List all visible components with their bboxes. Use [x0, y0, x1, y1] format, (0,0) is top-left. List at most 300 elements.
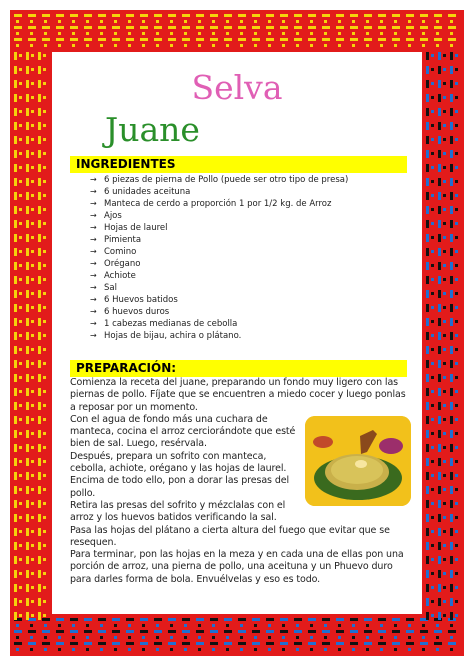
border-motif [43, 600, 46, 603]
border-motif [455, 376, 458, 379]
border-motif [26, 304, 29, 312]
border-motif [184, 44, 187, 47]
border-motif [16, 32, 19, 35]
arrow-right-icon: → [90, 283, 97, 292]
preparation-heading: PREPARACIÓN: [70, 360, 407, 377]
border-motif [438, 150, 441, 158]
border-motif [212, 32, 215, 35]
border-motif [282, 648, 285, 651]
border-motif [14, 122, 17, 130]
border-motif [19, 124, 22, 127]
border-motif [14, 630, 22, 633]
border-motif [31, 250, 34, 253]
border-motif [19, 250, 22, 253]
border-motif [431, 152, 434, 155]
list-item: → 6 Huevos batidos [90, 295, 178, 305]
border-motif [406, 630, 414, 633]
border-motif [254, 636, 257, 639]
border-motif [431, 432, 434, 435]
border-motif [450, 458, 453, 466]
border-motif [140, 618, 148, 621]
border-motif [266, 630, 274, 633]
border-motif [26, 262, 29, 270]
border-motif [268, 648, 271, 651]
border-motif [443, 306, 446, 309]
border-motif [26, 346, 29, 354]
arrow-right-icon: → [90, 295, 97, 304]
border-motif [38, 262, 41, 270]
border-motif [43, 432, 46, 435]
border-motif [168, 618, 176, 621]
border-motif [19, 348, 22, 351]
border-motif [140, 38, 148, 41]
border-motif [38, 80, 41, 88]
border-motif [431, 544, 434, 547]
border-motif [100, 32, 103, 35]
arrow-right-icon: → [90, 331, 97, 340]
border-motif [38, 94, 41, 102]
border-motif [56, 630, 64, 633]
border-motif [98, 38, 106, 41]
border-motif [336, 38, 344, 41]
border-motif [322, 26, 330, 29]
border-motif [43, 250, 46, 253]
list-item: → Pimienta [90, 235, 142, 245]
border-motif [443, 488, 446, 491]
border-motif [38, 52, 41, 60]
border-motif [182, 26, 190, 29]
border-motif [443, 152, 446, 155]
border-motif [58, 32, 61, 35]
border-motif [252, 14, 260, 17]
border-motif [142, 624, 145, 627]
border-motif [443, 292, 446, 295]
border-motif [184, 624, 187, 627]
border-motif [26, 108, 29, 116]
paragraph: Comienza la receta del juane, preparando un fondo muy ligero con las piernas de pollo. Fíjate que se encuentren a miedo cocer y luego ponlas a reposar por un momento. [70, 377, 406, 413]
border-motif [294, 618, 302, 621]
border-motif [450, 388, 453, 396]
border-motif [450, 136, 453, 144]
border-motif [406, 642, 414, 645]
border-motif [14, 318, 17, 326]
border-motif [266, 38, 274, 41]
border-motif [322, 642, 330, 645]
border-motif [431, 208, 434, 211]
border-motif [426, 178, 429, 186]
border-motif [443, 474, 446, 477]
border-motif [443, 82, 446, 85]
arrow-right-icon: → [90, 259, 97, 268]
border-motif [140, 26, 148, 29]
border-motif [455, 404, 458, 407]
border-motif [43, 306, 46, 309]
border-motif [26, 122, 29, 130]
border-motif [26, 150, 29, 158]
border-motif [431, 292, 434, 295]
border-motif [438, 66, 441, 74]
border-motif [43, 418, 46, 421]
border-motif [26, 402, 29, 410]
border-motif [14, 108, 17, 116]
border-motif [42, 618, 50, 621]
border-motif [26, 542, 29, 550]
border-motif [426, 584, 429, 592]
border-motif [26, 206, 29, 214]
border-motif [443, 530, 446, 533]
border-motif [350, 618, 358, 621]
border-motif [296, 20, 299, 23]
border-motif [42, 26, 50, 29]
border-motif [14, 360, 17, 368]
border-motif [19, 516, 22, 519]
border-motif [380, 44, 383, 47]
border-motif [156, 648, 159, 651]
border-motif [438, 416, 441, 424]
border-motif [38, 178, 41, 186]
ingredients-heading: INGREDIENTES [70, 156, 407, 173]
border-motif [443, 390, 446, 393]
border-motif [450, 374, 453, 382]
border-motif [350, 38, 358, 41]
border-motif [443, 222, 446, 225]
border-motif [443, 614, 446, 617]
border-motif [252, 26, 260, 29]
border-motif [43, 124, 46, 127]
border-motif [26, 388, 29, 396]
border-motif [431, 194, 434, 197]
border-motif [350, 630, 358, 633]
border-motif [282, 624, 285, 627]
border-motif [443, 278, 446, 281]
border-motif [224, 618, 232, 621]
border-motif [14, 570, 17, 578]
border-motif [455, 306, 458, 309]
border-motif [226, 624, 229, 627]
border-motif [43, 516, 46, 519]
border-motif [43, 404, 46, 407]
border-motif [98, 26, 106, 29]
border-motif [322, 630, 330, 633]
border-motif [426, 346, 429, 354]
border-motif [438, 346, 441, 354]
border-motif [438, 94, 441, 102]
border-motif [212, 624, 215, 627]
border-motif [31, 488, 34, 491]
border-motif [448, 26, 456, 29]
border-motif [226, 32, 229, 35]
border-motif [56, 618, 64, 621]
border-motif [19, 432, 22, 435]
border-motif [126, 26, 134, 29]
border-motif [26, 430, 29, 438]
border-motif [38, 122, 41, 130]
border-motif [38, 570, 41, 578]
border-motif [26, 598, 29, 606]
border-motif [394, 648, 397, 651]
border-motif [378, 14, 386, 17]
border-motif [338, 624, 341, 627]
border-motif [43, 530, 46, 533]
border-motif [450, 486, 453, 494]
border-motif [31, 320, 34, 323]
border-motif [224, 630, 232, 633]
border-motif [128, 44, 131, 47]
border-motif [438, 388, 441, 396]
border-motif [438, 374, 441, 382]
border-motif [44, 624, 47, 627]
border-motif [450, 206, 453, 214]
border-motif [443, 96, 446, 99]
border-motif [226, 44, 229, 47]
border-motif [70, 26, 78, 29]
border-motif [438, 206, 441, 214]
border-motif [431, 348, 434, 351]
border-motif [450, 556, 453, 564]
border-motif [114, 648, 117, 651]
border-motif [455, 236, 458, 239]
border-motif [126, 630, 134, 633]
border-motif [380, 32, 383, 35]
border-motif [455, 614, 458, 617]
border-motif [455, 362, 458, 365]
border-motif [436, 20, 439, 23]
border-motif [450, 192, 453, 200]
list-item: → Ajos [90, 211, 122, 221]
border-motif [38, 556, 41, 564]
border-motif [431, 96, 434, 99]
border-motif [142, 44, 145, 47]
border-motif [43, 208, 46, 211]
border-motif [43, 166, 46, 169]
border-motif [434, 14, 442, 17]
border-motif [448, 642, 456, 645]
border-motif [196, 642, 204, 645]
border-motif [443, 236, 446, 239]
border-motif [114, 20, 117, 23]
border-motif [210, 14, 218, 17]
border-motif [438, 52, 441, 60]
border-motif [26, 80, 29, 88]
border-motif [43, 152, 46, 155]
border-motif [450, 94, 453, 102]
border-motif [308, 630, 316, 633]
border-motif [26, 570, 29, 578]
border-motif [16, 648, 19, 651]
border-motif [455, 194, 458, 197]
border-motif [450, 44, 453, 47]
border-motif [455, 54, 458, 57]
border-motif [98, 618, 106, 621]
border-motif [366, 636, 369, 639]
border-motif [38, 374, 41, 382]
paragraph: Pasa las hojas del plátano a cierta altura del fuego que evitar que se resequen. [70, 524, 390, 548]
border-motif [43, 138, 46, 141]
border-motif [31, 432, 34, 435]
border-motif [31, 390, 34, 393]
border-motif [450, 598, 453, 606]
border-motif [408, 20, 411, 23]
border-motif [438, 192, 441, 200]
border-motif [438, 556, 441, 564]
border-motif [282, 636, 285, 639]
border-motif [455, 180, 458, 183]
border-motif [14, 178, 17, 186]
border-motif [238, 618, 246, 621]
border-motif [28, 14, 36, 17]
border-motif [254, 44, 257, 47]
border-motif [294, 630, 302, 633]
border-motif [168, 630, 176, 633]
border-motif [350, 26, 358, 29]
border-motif [450, 178, 453, 186]
border-motif [30, 648, 33, 651]
border-motif [438, 444, 441, 452]
arrow-right-icon: → [90, 307, 97, 316]
border-motif [31, 362, 34, 365]
border-motif [26, 276, 29, 284]
border-motif [426, 136, 429, 144]
border-motif [38, 528, 41, 536]
border-motif [31, 68, 34, 71]
border-motif [426, 234, 429, 242]
border-motif [26, 458, 29, 466]
border-motif [196, 630, 204, 633]
border-motif [455, 334, 458, 337]
border-motif [310, 44, 313, 47]
border-motif [450, 542, 453, 550]
border-motif [431, 404, 434, 407]
border-motif [38, 500, 41, 508]
border-motif [366, 44, 369, 47]
border-motif [43, 194, 46, 197]
border-motif [170, 624, 173, 627]
border-motif [26, 584, 29, 592]
border-motif [184, 20, 187, 23]
border-motif [31, 166, 34, 169]
border-motif [422, 44, 425, 47]
border-motif [19, 278, 22, 281]
border-motif [338, 44, 341, 47]
border-motif [98, 642, 106, 645]
border-motif [31, 194, 34, 197]
border-motif [31, 516, 34, 519]
border-motif [431, 54, 434, 57]
border-motif [14, 542, 17, 550]
border-motif [450, 584, 453, 592]
border-motif [26, 178, 29, 186]
border-motif [26, 444, 29, 452]
border-motif [392, 26, 400, 29]
border-motif [392, 642, 400, 645]
border-motif [438, 262, 441, 270]
border-motif [14, 150, 17, 158]
border-motif [84, 642, 92, 645]
border-motif [364, 618, 372, 621]
border-motif [84, 14, 92, 17]
border-motif [14, 276, 17, 284]
border-motif [364, 630, 372, 633]
border-motif [455, 544, 458, 547]
border-motif [438, 80, 441, 88]
border-motif [438, 164, 441, 172]
border-motif [114, 44, 117, 47]
border-motif [443, 54, 446, 57]
border-motif [14, 472, 17, 480]
border-motif [43, 264, 46, 267]
border-motif [114, 32, 117, 35]
border-motif [294, 38, 302, 41]
border-motif [43, 222, 46, 225]
border-motif [443, 600, 446, 603]
border-motif [14, 38, 22, 41]
border-motif [455, 292, 458, 295]
border-motif [322, 38, 330, 41]
border-motif [126, 38, 134, 41]
border-motif [238, 38, 246, 41]
border-motif [426, 108, 429, 116]
border-motif [140, 642, 148, 645]
region-title: Selva [191, 68, 283, 107]
border-motif [426, 388, 429, 396]
border-motif [26, 514, 29, 522]
border-motif [438, 430, 441, 438]
border-motif [431, 614, 434, 617]
border-motif [455, 320, 458, 323]
border-motif [450, 472, 453, 480]
border-motif [14, 416, 17, 424]
border-motif [438, 220, 441, 228]
border-motif [43, 614, 46, 617]
border-motif [426, 416, 429, 424]
border-motif [455, 516, 458, 519]
border-motif [280, 26, 288, 29]
border-motif [14, 304, 17, 312]
border-motif [38, 444, 41, 452]
border-motif [438, 570, 441, 578]
border-motif [240, 44, 243, 47]
border-motif [156, 32, 159, 35]
border-motif [450, 528, 453, 536]
border-motif [210, 26, 218, 29]
border-motif [224, 26, 232, 29]
border-motif [443, 250, 446, 253]
border-motif [28, 38, 36, 41]
border-motif [431, 460, 434, 463]
border-motif [212, 636, 215, 639]
border-motif [14, 206, 17, 214]
border-motif [426, 290, 429, 298]
border-motif [294, 642, 302, 645]
border-motif [254, 624, 257, 627]
border-motif [426, 598, 429, 606]
border-motif [100, 20, 103, 23]
border-motif [42, 38, 50, 41]
border-motif [450, 318, 453, 326]
border-motif [140, 14, 148, 17]
border-motif [426, 570, 429, 578]
border-motif [43, 334, 46, 337]
border-motif [140, 630, 148, 633]
border-motif [43, 292, 46, 295]
border-motif [338, 636, 341, 639]
border-motif [420, 38, 428, 41]
border-motif [43, 278, 46, 281]
border-motif [86, 648, 89, 651]
border-motif [443, 516, 446, 519]
border-motif [455, 586, 458, 589]
border-motif [436, 624, 439, 627]
